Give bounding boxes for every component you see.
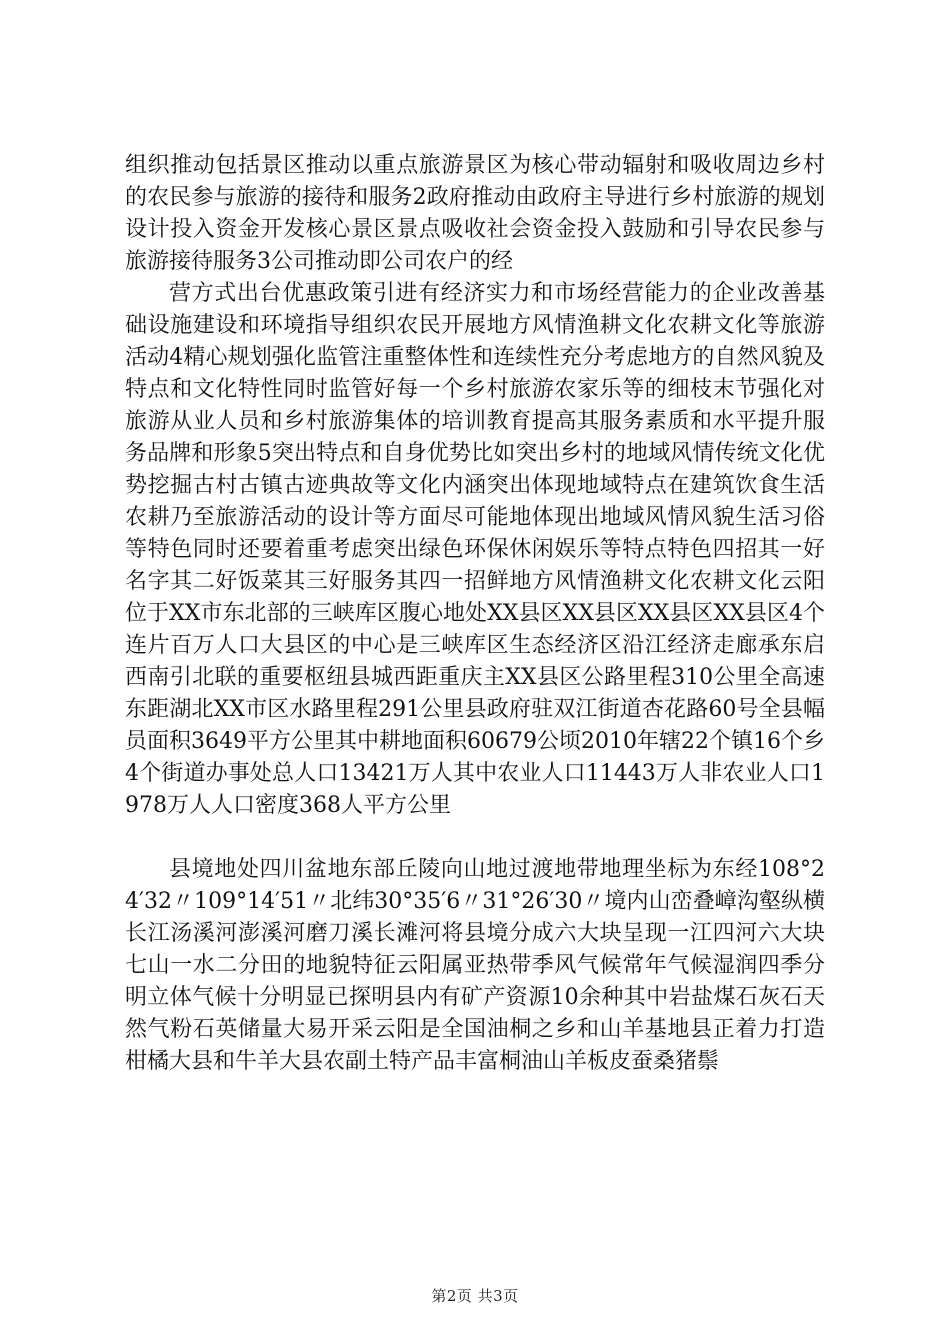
page-footer: 第2页 共3页	[431, 1287, 519, 1305]
paragraph-1: 组织推动包括景区推动以重点旅游景区为核心带动辐射和吸收周边乡村的农民参与旅游的接待和服务2政府推动由政府主导进行乡村旅游的规划设计投入资金开发核心景区景点吸收社会资金投入鼓励和引导农民参与旅游接待服务3公司推动即公司农户的经	[125, 153, 825, 274]
paragraph-2: 营方式出台优惠政策引进有经济实力和市场经营能力的企业改善基础设施建设和环境指导组织农民开展地方风情渔耕文化农耕文化等旅游活动4精心规划强化监管注重整体性和连续性充分考虑地方的自然风貌及特点和文化特性同时监管好每一个乡村旅游农家乐等的细枝末节强化对旅游从业人员和乡村旅游集体的培训教育提高其服务素质和水平提升服务品牌和形象5突出特点和自身优势比如突出乡村的地域风情传统文化优势挖掘古村古镇古迹典故等文化内涵突出体现地域特点在建筑饮食生活农耕乃至旅游活动的设计等方面尽可能地体现出地域风情风貌生活习俗等特色同时还要着重考虑突出绿色环保休闲娱乐等特点特色四招其一好名字其二好饭菜其三好服务其四一招鲜地方风情渔耕文化农耕文化云阳位于XX市东北部的三峡库区腹心地处XX县区XX县区XX县区XX县区4个连片百万人口大县区的中心是三峡库区生态经济区沿江经济走廊承东启西南引北联的重要枢纽县城西距重庆主XX县区公路里程310公里全高速东距湖北XX市区水路里程291公里县政府驻双江街道杏花路60号全县幅员面积3649平方公里其中耕地面积60679公顷2010年辖22个镇16个乡4个街道办事处总人口13421万人其中农业人口11443万人非农业人口1978万人人口密度368人平方公里	[125, 281, 825, 818]
document-body	[125, 150, 825, 1078]
paragraph-3: 县境地处四川盆地东部丘陵向山地过渡地带地理坐标为东经108°24′32〃109°14′51〃北纬30°35′6〃31°26′30〃境内山峦叠嶂沟壑纵横长江汤溪河澎溪河磨刀溪长滩河将县境分成六大块呈现一江四河六大块七山一水二分田的地貌特征云阳属亚热带季风气候常年气候湿润四季分明立体气候十分明显已探明县内有矿产资源10余种其中岩盐煤石灰石天然气粉石英储量大易开采云阳是全国油桐之乡和山羊基地县正着力打造柑橘大县和牛羊大县农副土特产品丰富桐油山羊板皮蚕桑猪鬃	[125, 857, 825, 1074]
paragraph-spacer	[125, 822, 825, 854]
